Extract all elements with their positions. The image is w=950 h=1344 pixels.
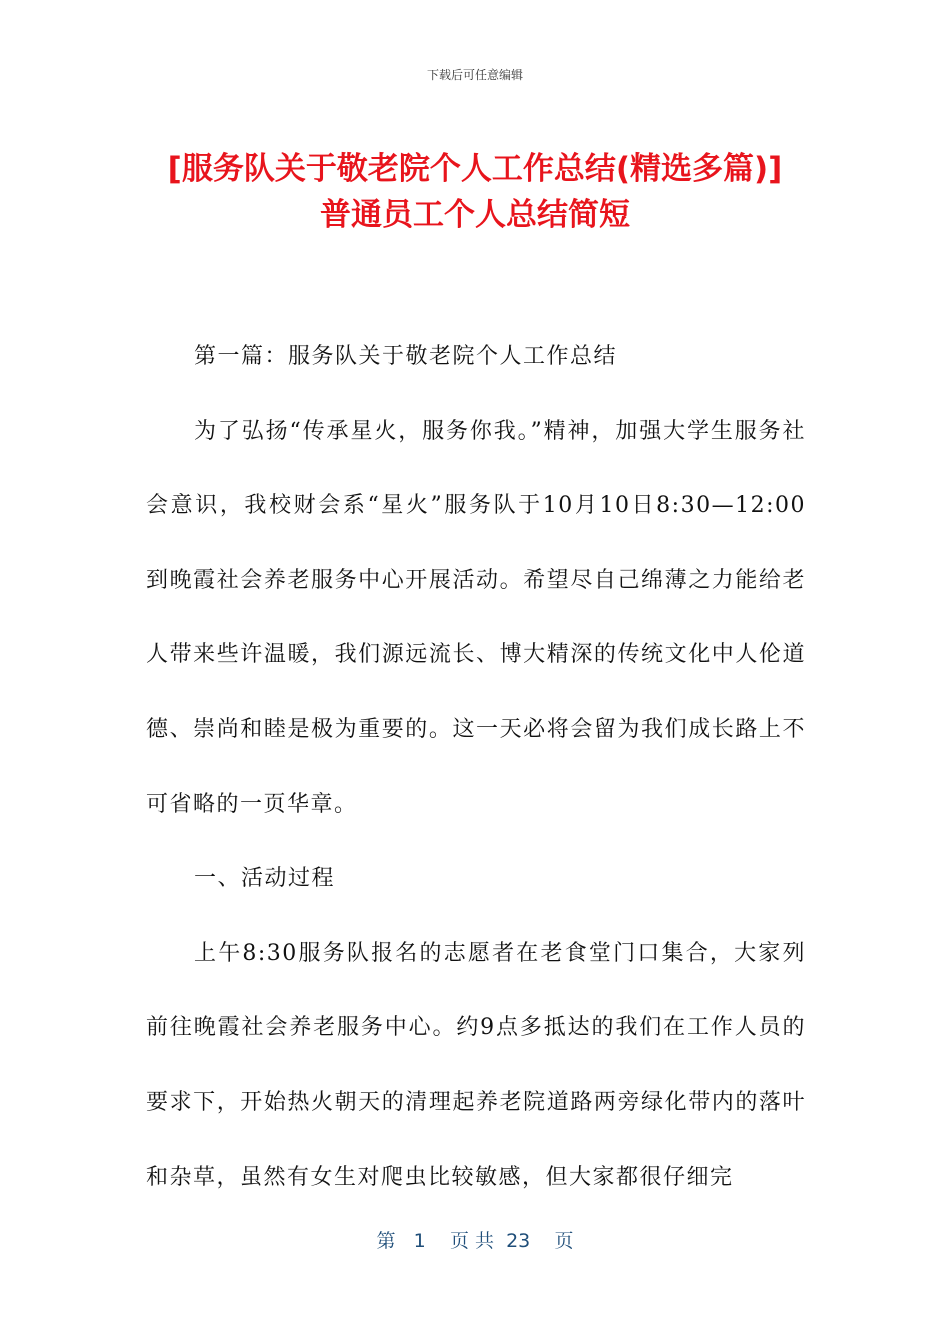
header-note: 下载后可任意编辑 — [426, 68, 523, 82]
title-line-2: 普通员工个人总结简短 — [320, 197, 630, 233]
footer-middle: 页 共 — [449, 1230, 494, 1252]
paragraph: 为了弘扬“传承星火，服务你我。”精神，加强大学生服务社会意识，我校财会系“星火”服务队于10月10日8:30—12:00到晚霞社会养老服务中心开展活动。希望尽自己绵薄之力能给老人带来些许温暖，我们源远流长、博大精深的传统文化中人伦道德、崇尚和睦是极为重要的。这一天必将会留为我们成长路上不可省略的一页华章。 — [146, 418, 806, 817]
paragraph: 上午8:30服务队报名的志愿者在老食堂门口集合，大家列前往晚霞社会养老服务中心。约9点多抵达的我们在工作人员的要求下，开始热火朝天的清理起养老院道路两旁绿化带内的落叶和杂草，虽然有女生对爬虫比较敏感，但大家都很仔细完 — [146, 940, 806, 1190]
title-line-1: [服务队关于敬老院个人工作总结(精选多篇)] — [167, 151, 783, 187]
document-body — [146, 320, 806, 1215]
page-footer — [0, 1226, 950, 1253]
footer-prefix: 第 — [376, 1230, 396, 1252]
footer-total-pages: 23 — [506, 1230, 531, 1252]
paragraph-heading: 第一篇：服务队关于敬老院个人工作总结 — [194, 344, 618, 369]
footer-suffix: 页 — [554, 1230, 574, 1252]
section-heading: 一、活动过程 — [194, 866, 336, 892]
footer-page-number: 1 — [413, 1230, 426, 1252]
document-title — [60, 146, 890, 238]
